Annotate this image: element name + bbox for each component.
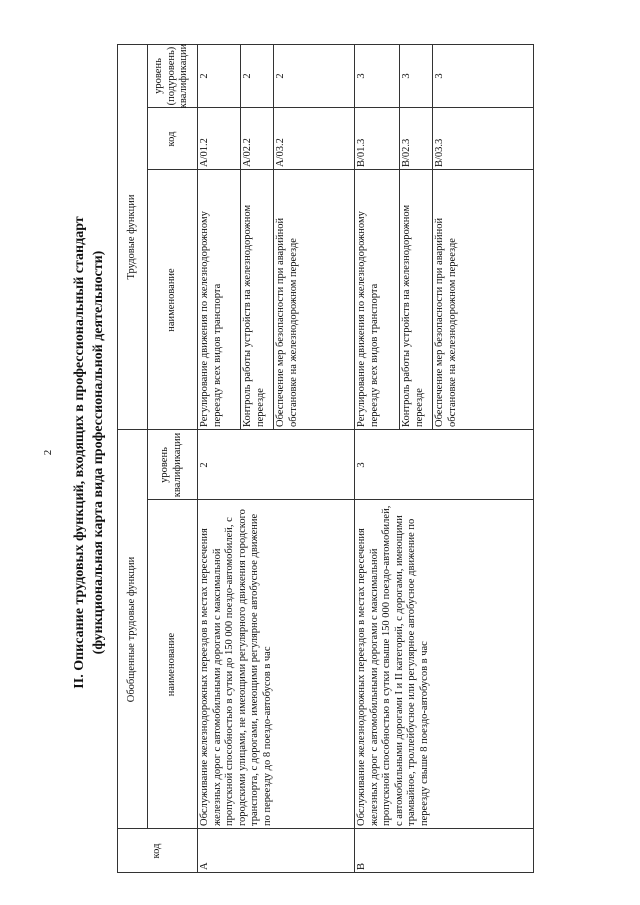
fn-b2-level: 3	[401, 73, 412, 79]
fn-b3-level: 3	[434, 73, 445, 79]
fn-b3-name: Обеспечение мер безопасности при аварийной обстановке на железнодорожном переезде	[434, 217, 458, 427]
header-functions: Трудовые функции	[125, 194, 137, 280]
header-code: код	[150, 843, 162, 859]
fn-a1-level: 2	[199, 73, 210, 79]
fn-b1-code: В/01.3	[356, 138, 367, 167]
fn-b2-name: Контроль работы устройств на железнодорожном переезде	[401, 204, 425, 427]
fn-b1-name: Регулирование движения по железнодорожному переезду всех видов транспорта	[356, 211, 380, 427]
fn-a2-name: Контроль работы устройств на железнодорожном переезде	[242, 204, 266, 427]
functional-map-table	[117, 44, 534, 873]
fn-a3-code: А/03.2	[275, 138, 286, 167]
header-fn-level: уровень (подуровень) квалификации	[153, 43, 190, 109]
fn-a3-level: 2	[275, 73, 286, 79]
fn-a1-code: А/01.2	[199, 138, 210, 167]
section-subtitle: (функциональная карта вида профессиональной деятельности)	[91, 250, 106, 655]
row-b-code: В	[356, 862, 367, 870]
fn-b1-level: 3	[356, 73, 367, 79]
fn-a2-level: 2	[242, 73, 253, 79]
section-title: II. Описание трудовых функций, входящих в профессиональный стандарт	[72, 216, 87, 689]
page-number: 2	[42, 449, 54, 456]
fn-a3-name: Обеспечение мер безопасности при аварийной обстановке на железнодорожном переезде	[275, 217, 299, 427]
fn-a2-code: А/02.2	[242, 138, 253, 167]
header-fn-name: наименование	[165, 268, 177, 332]
fn-a1-name: Регулирование движения по железнодорожному переезду всех видов транспорта	[199, 211, 223, 427]
row-a-name: Обслуживание железнодорожных переездов в местах пересечения железных дорог с автомобильными дорогами с максимальной пропускной способностью в сутки до 150 000 поездо-автомобилей, с городскими улицами, не имеющими регулярного движения городского транспорта, с дорогами, имеющими регулярное автобусное движение по переезду до 8 поездо-автобусов в час	[199, 509, 273, 826]
header-generalized: Обобщенные трудовые функции	[125, 556, 137, 703]
row-a-level: 2	[199, 462, 210, 468]
header-fn-code: код	[165, 131, 177, 147]
row-b-name: Обслуживание железнодорожных переездов в местах пересечения железных дорог с автомобильными дорогами с максимальной пропускной способностью в сутки свыше 150 000 поездо-автомобилей, с автомобильными дорогами I и II категорий, с дорогами, имеющими трамвайное, троллейбусное или регулярное автобусное движение по переезду свыше 8 поездо-автобусов в час	[356, 505, 430, 826]
header-gen-name: наименование	[165, 632, 177, 697]
fn-b2-code: В/02.3	[401, 138, 412, 167]
header-gen-level: уровень квалификации	[159, 432, 183, 498]
fn-b3-code: В/03.3	[434, 138, 445, 167]
row-b-level: 3	[356, 462, 367, 468]
row-a-code: А	[199, 862, 210, 870]
